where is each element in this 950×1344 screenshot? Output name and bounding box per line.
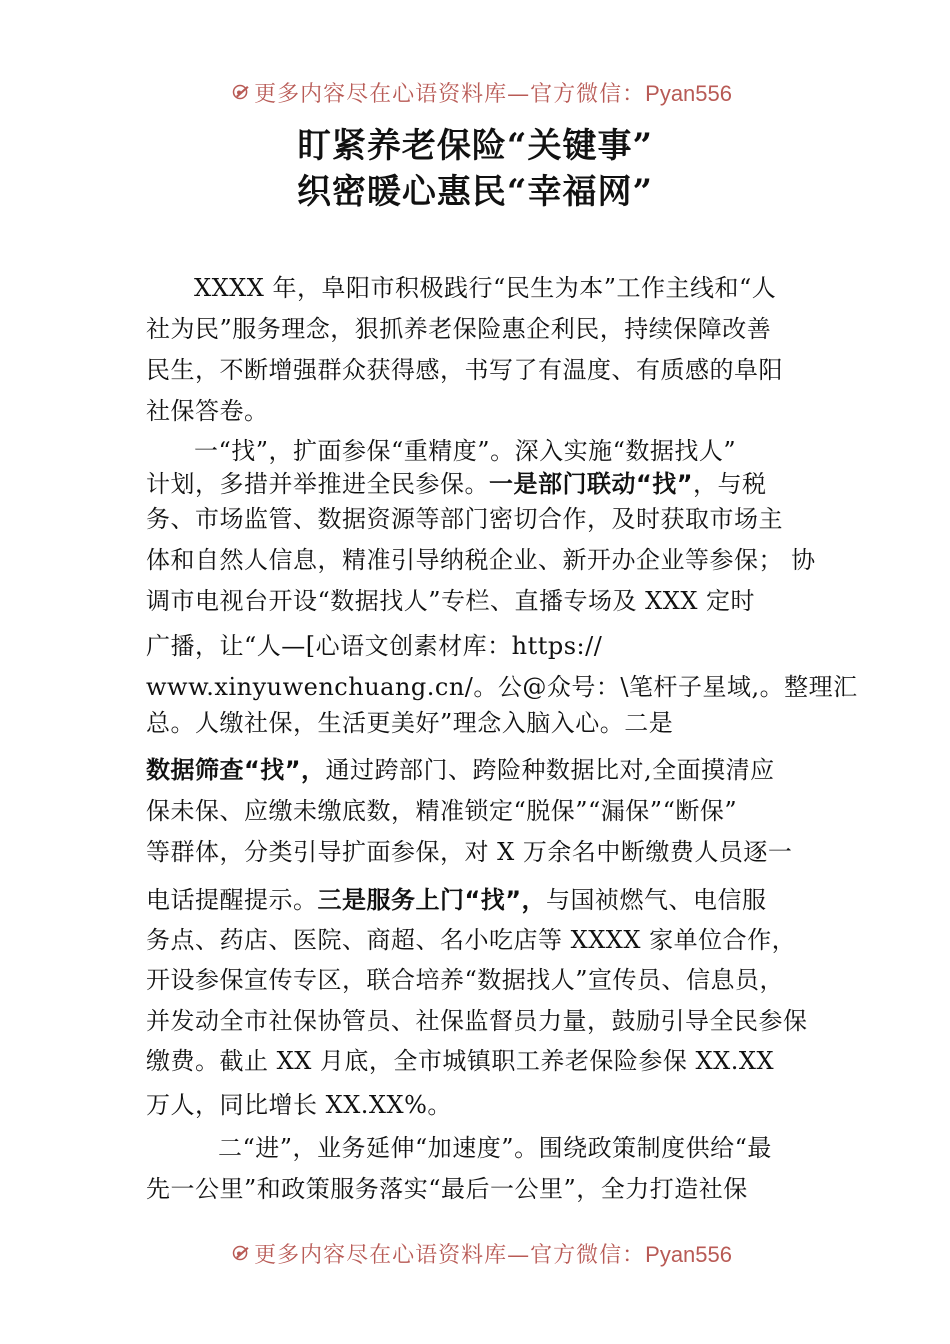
bold-heading: 一是部门联动“找” xyxy=(489,470,694,498)
body-line: 社为民”服务理念，狠抓养老保险惠企利民，持续保障改善 xyxy=(146,315,772,343)
body-line: 保未保、应缴未缴底数，精准锁定“脱保”“漏保”“断保” xyxy=(146,797,738,825)
watermark-banner-top xyxy=(232,74,732,110)
body-line: 民生，不断增强群众获得感，书写了有温度、有质感的阜阳 xyxy=(146,356,783,384)
body-line: 万人，同比增长 XX.XX%。 xyxy=(146,1091,452,1119)
pen-logo-icon xyxy=(232,1235,250,1271)
body-line: XXXX 年，阜阳市积极践行“民生为本”工作主线和“人 xyxy=(194,274,777,302)
wechat-id: Pyan556 xyxy=(645,1241,732,1267)
body-line: 开设参保宣传专区，联合培养“数据找人”宣传员、信息员， xyxy=(146,966,785,994)
body-line: 先一公里”和政策服务落实“最后一公里”，全力打造社保 xyxy=(146,1175,748,1203)
watermark-text: 更多内容尽在心语资料库—官方微信：Pyan556 xyxy=(254,80,732,107)
body-line: www.xinyuwenchuang.cn/。公@众号：\笔杆子星域,。整理汇 xyxy=(146,673,858,701)
body-line: 广播，让“人—[心语文创素材库：https:// xyxy=(146,632,603,660)
page-title-line2: 织密暖心惠民“幸福网” xyxy=(296,172,654,212)
body-line: 电话提醒提示。三是服务上门“找”，与国祯燃气、电信服 xyxy=(146,886,767,914)
body-line: 调市电视台开设“数据找人”专栏、直播专场及 XXX 定时 xyxy=(146,587,756,615)
body-line: 缴费。截止 XX 月底，全市城镇职工养老保险参保 XX.XX xyxy=(146,1047,775,1075)
body-line: 等群体，分类引导扩面参保，对 X 万余名中断缴费人员逐一 xyxy=(146,838,793,866)
bold-heading: 三是服务上门“找”， xyxy=(317,886,547,914)
watermark-banner-bottom xyxy=(232,1235,732,1271)
body-line: 务、市场监管、数据资源等部门密切合作，及时获取市场主 xyxy=(146,505,783,533)
body-line: 一“找”，扩面参保“重精度”。深入实施“数据找人” xyxy=(194,437,737,465)
body-line: 计划，多措并举推进全民参保。一是部门联动“找”，与税 xyxy=(146,470,767,498)
body-line: 二“进”，业务延伸“加速度”。围绕政策制度供给“最 xyxy=(218,1134,772,1162)
body-line: 总。人缴社保，生活更美好”理念入脑入心。二是 xyxy=(146,709,674,737)
bold-heading: 数据筛查“找”， xyxy=(146,756,326,784)
wechat-id: Pyan556 xyxy=(645,80,732,106)
page-title-line1: 盯紧养老保险“关键事” xyxy=(296,126,654,166)
pen-logo-icon xyxy=(232,74,250,110)
body-line: 体和自然人信息，精准引导纳税企业、新开办企业等参保； 协 xyxy=(146,546,816,574)
body-line: 社保答卷。 xyxy=(146,397,269,425)
body-line: 务点、药店、医院、商超、名小吃店等 XXXX 家单位合作， xyxy=(146,926,797,954)
watermark-text: 更多内容尽在心语资料库—官方微信：Pyan556 xyxy=(254,1241,732,1268)
body-line: 并发动全市社保协管员、社保监督员力量，鼓励引导全民参保 xyxy=(146,1007,808,1035)
body-line: 数据筛查“找”，通过跨部门、跨险种数据比对,全面摸清应 xyxy=(146,756,775,784)
